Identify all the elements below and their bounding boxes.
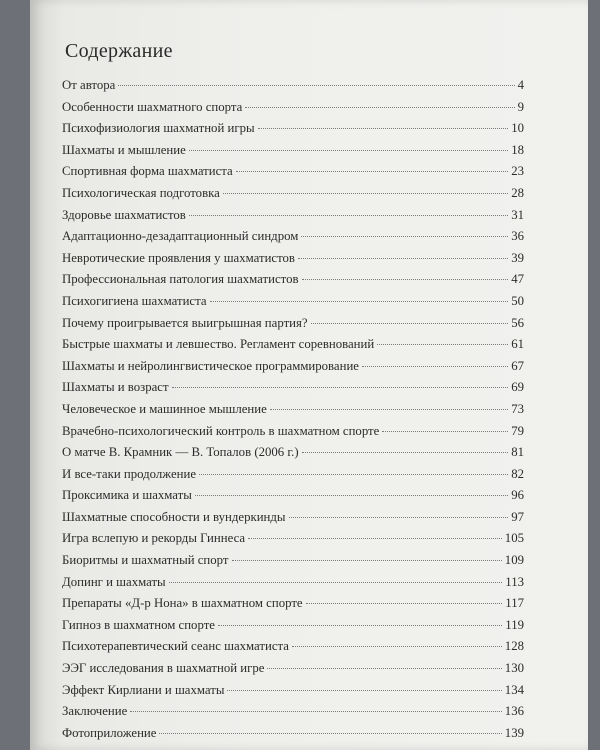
dot-leader (258, 128, 509, 129)
toc-entry (62, 596, 524, 618)
toc-entry (62, 380, 524, 402)
toc-entry-title: Психотерапевтический сеанс шахматиста (62, 639, 289, 654)
toc-entry (62, 229, 524, 251)
toc-entry-title: Шахматы и мышление (62, 142, 186, 157)
toc-entry-title: Человеческое и машинное мышление (62, 401, 267, 416)
toc-entry-title: Почему проигрывается выигрышная партия? (62, 315, 308, 330)
dot-leader (227, 690, 501, 691)
toc-entry-page-number: 81 (511, 445, 524, 460)
toc-entry-title: От автора (62, 78, 116, 92)
toc-entry (62, 424, 524, 446)
toc-entry-title: Допинг и шахматы (62, 574, 166, 589)
toc-entry-page-number: 69 (511, 380, 524, 395)
toc-entry (62, 143, 524, 165)
dot-leader (292, 646, 502, 647)
toc-entry-page-number: 47 (511, 272, 524, 287)
dot-leader (270, 409, 508, 410)
toc-entry-title: И все-таки продолжение (62, 466, 197, 481)
toc-entry-page-number: 96 (511, 488, 524, 503)
toc-entry-page-number: 9 (517, 99, 524, 114)
toc-entry-page-number: 136 (504, 704, 524, 719)
dot-leader (302, 279, 509, 280)
toc-entry-title: Невротические проявления у шахматистов (62, 250, 295, 265)
toc-entry-title: Шахматные способности и вундеркинды (62, 509, 286, 524)
dot-leader (210, 301, 509, 302)
toc-entry (62, 164, 524, 186)
toc-entry-page-number: 73 (511, 401, 524, 416)
toc-entry-title: Препараты «Д-р Нона» в шахматном спорте (62, 596, 303, 611)
toc-entry-title: Психофизиология шахматной игры (62, 121, 255, 136)
toc-entry-page-number: 50 (511, 293, 524, 308)
dot-leader (195, 495, 508, 496)
toc-entry-page-number: 134 (504, 682, 524, 697)
toc-entry (62, 208, 524, 230)
toc-entry (62, 100, 524, 122)
dot-leader (311, 323, 509, 324)
toc-entry-page-number: 128 (504, 639, 524, 654)
table-of-contents (62, 78, 524, 747)
toc-entry-page-number: 119 (505, 617, 524, 632)
toc-entry-page-number: 67 (511, 358, 524, 373)
dot-leader (199, 474, 508, 475)
toc-entry (62, 337, 524, 359)
toc-entry (62, 618, 524, 640)
toc-entry-page-number: 39 (511, 250, 524, 265)
toc-entry (62, 510, 524, 532)
toc-entry (62, 661, 524, 683)
toc-entry-title: Шахматы и нейролингвистическое программирование (62, 358, 359, 373)
dot-leader (130, 711, 502, 712)
dot-leader (302, 452, 509, 453)
dot-leader (306, 603, 503, 604)
toc-entry-page-number: 4 (517, 78, 524, 92)
dot-leader (267, 668, 501, 669)
dot-leader (362, 366, 508, 367)
toc-entry (62, 683, 524, 705)
toc-entry-title: Спортивная форма шахматиста (62, 164, 233, 179)
toc-entry-page-number: 82 (511, 466, 524, 481)
toc-entry-page-number: 31 (511, 207, 524, 222)
toc-entry-title: О матче В. Крамник — В. Топалов (2006 г.) (62, 445, 299, 460)
dot-leader (169, 582, 503, 583)
toc-entry (62, 553, 524, 575)
toc-entry (62, 121, 524, 143)
toc-entry-page-number: 23 (511, 164, 524, 179)
dot-leader (118, 85, 514, 86)
toc-entry-title: Гипноз в шахматном спорте (62, 617, 215, 632)
toc-entry-title: Врачебно-психологический контроль в шахматном спорте (62, 423, 380, 438)
toc-entry-title: ЭЭГ исследования в шахматной игре (62, 661, 265, 676)
toc-entry-page-number: 109 (504, 553, 524, 568)
toc-entry-page-number: 18 (511, 142, 524, 157)
dot-leader (189, 150, 508, 151)
dot-leader (236, 171, 508, 172)
toc-entry-title: Особенности шахматного спорта (62, 99, 243, 114)
book-page (30, 0, 588, 750)
toc-entry (62, 186, 524, 208)
dot-leader (289, 517, 509, 518)
toc-entry (62, 251, 524, 273)
dot-leader (377, 344, 508, 345)
toc-entry (62, 575, 524, 597)
dot-leader (382, 431, 508, 432)
toc-entry (62, 272, 524, 294)
toc-entry-page-number: 113 (505, 574, 524, 589)
page-title: Содержание (65, 40, 173, 62)
toc-entry-page-number: 130 (504, 661, 524, 676)
toc-entry-title: Психогигиена шахматиста (62, 293, 207, 308)
toc-entry-page-number: 10 (511, 121, 524, 136)
toc-entry (62, 78, 524, 100)
dot-leader (232, 560, 502, 561)
toc-entry-title: Профессиональная патология шахматистов (62, 272, 299, 287)
toc-entry (62, 726, 524, 748)
toc-entry-title: Фотоприложение (62, 725, 157, 740)
dot-leader (301, 236, 508, 237)
toc-entry-title: Психологическая подготовка (62, 185, 220, 200)
toc-entry (62, 704, 524, 726)
toc-entry-title: Адаптационно-дезадаптационный синдром (62, 229, 299, 244)
toc-entry-page-number: 56 (511, 315, 524, 330)
dot-leader (159, 733, 501, 734)
toc-entry (62, 488, 524, 510)
toc-entry (62, 445, 524, 467)
toc-entry-title: Быстрые шахматы и левшество. Регламент соревнований (62, 337, 375, 352)
toc-entry-title: Биоритмы и шахматный спорт (62, 553, 229, 568)
toc-entry-page-number: 61 (511, 337, 524, 352)
toc-entry (62, 359, 524, 381)
dot-leader (172, 387, 509, 388)
dot-leader (218, 625, 502, 626)
toc-entry-title: Заключение (62, 704, 128, 719)
toc-entry (62, 316, 524, 338)
dot-leader (298, 258, 508, 259)
toc-entry (62, 402, 524, 424)
toc-entry-page-number: 105 (504, 531, 524, 546)
toc-entry (62, 467, 524, 489)
toc-entry-page-number: 139 (504, 725, 524, 740)
toc-entry-page-number: 97 (511, 509, 524, 524)
toc-entry (62, 294, 524, 316)
toc-entry-page-number: 117 (505, 596, 524, 611)
dot-leader (245, 107, 514, 108)
toc-entry (62, 531, 524, 553)
toc-entry-page-number: 79 (511, 423, 524, 438)
toc-entry (62, 639, 524, 661)
toc-entry-title: Эффект Кирлиани и шахматы (62, 682, 225, 697)
toc-entry-title: Проксимика и шахматы (62, 488, 192, 503)
toc-entry-title: Шахматы и возраст (62, 380, 169, 395)
toc-entry-title: Здоровье шахматистов (62, 207, 186, 222)
dot-leader (248, 538, 502, 539)
toc-entry-page-number: 28 (511, 185, 524, 200)
dot-leader (189, 215, 508, 216)
toc-entry-title: Игра вслепую и рекорды Гиннеса (62, 531, 246, 546)
toc-entry-page-number: 36 (511, 229, 524, 244)
dot-leader (223, 193, 508, 194)
